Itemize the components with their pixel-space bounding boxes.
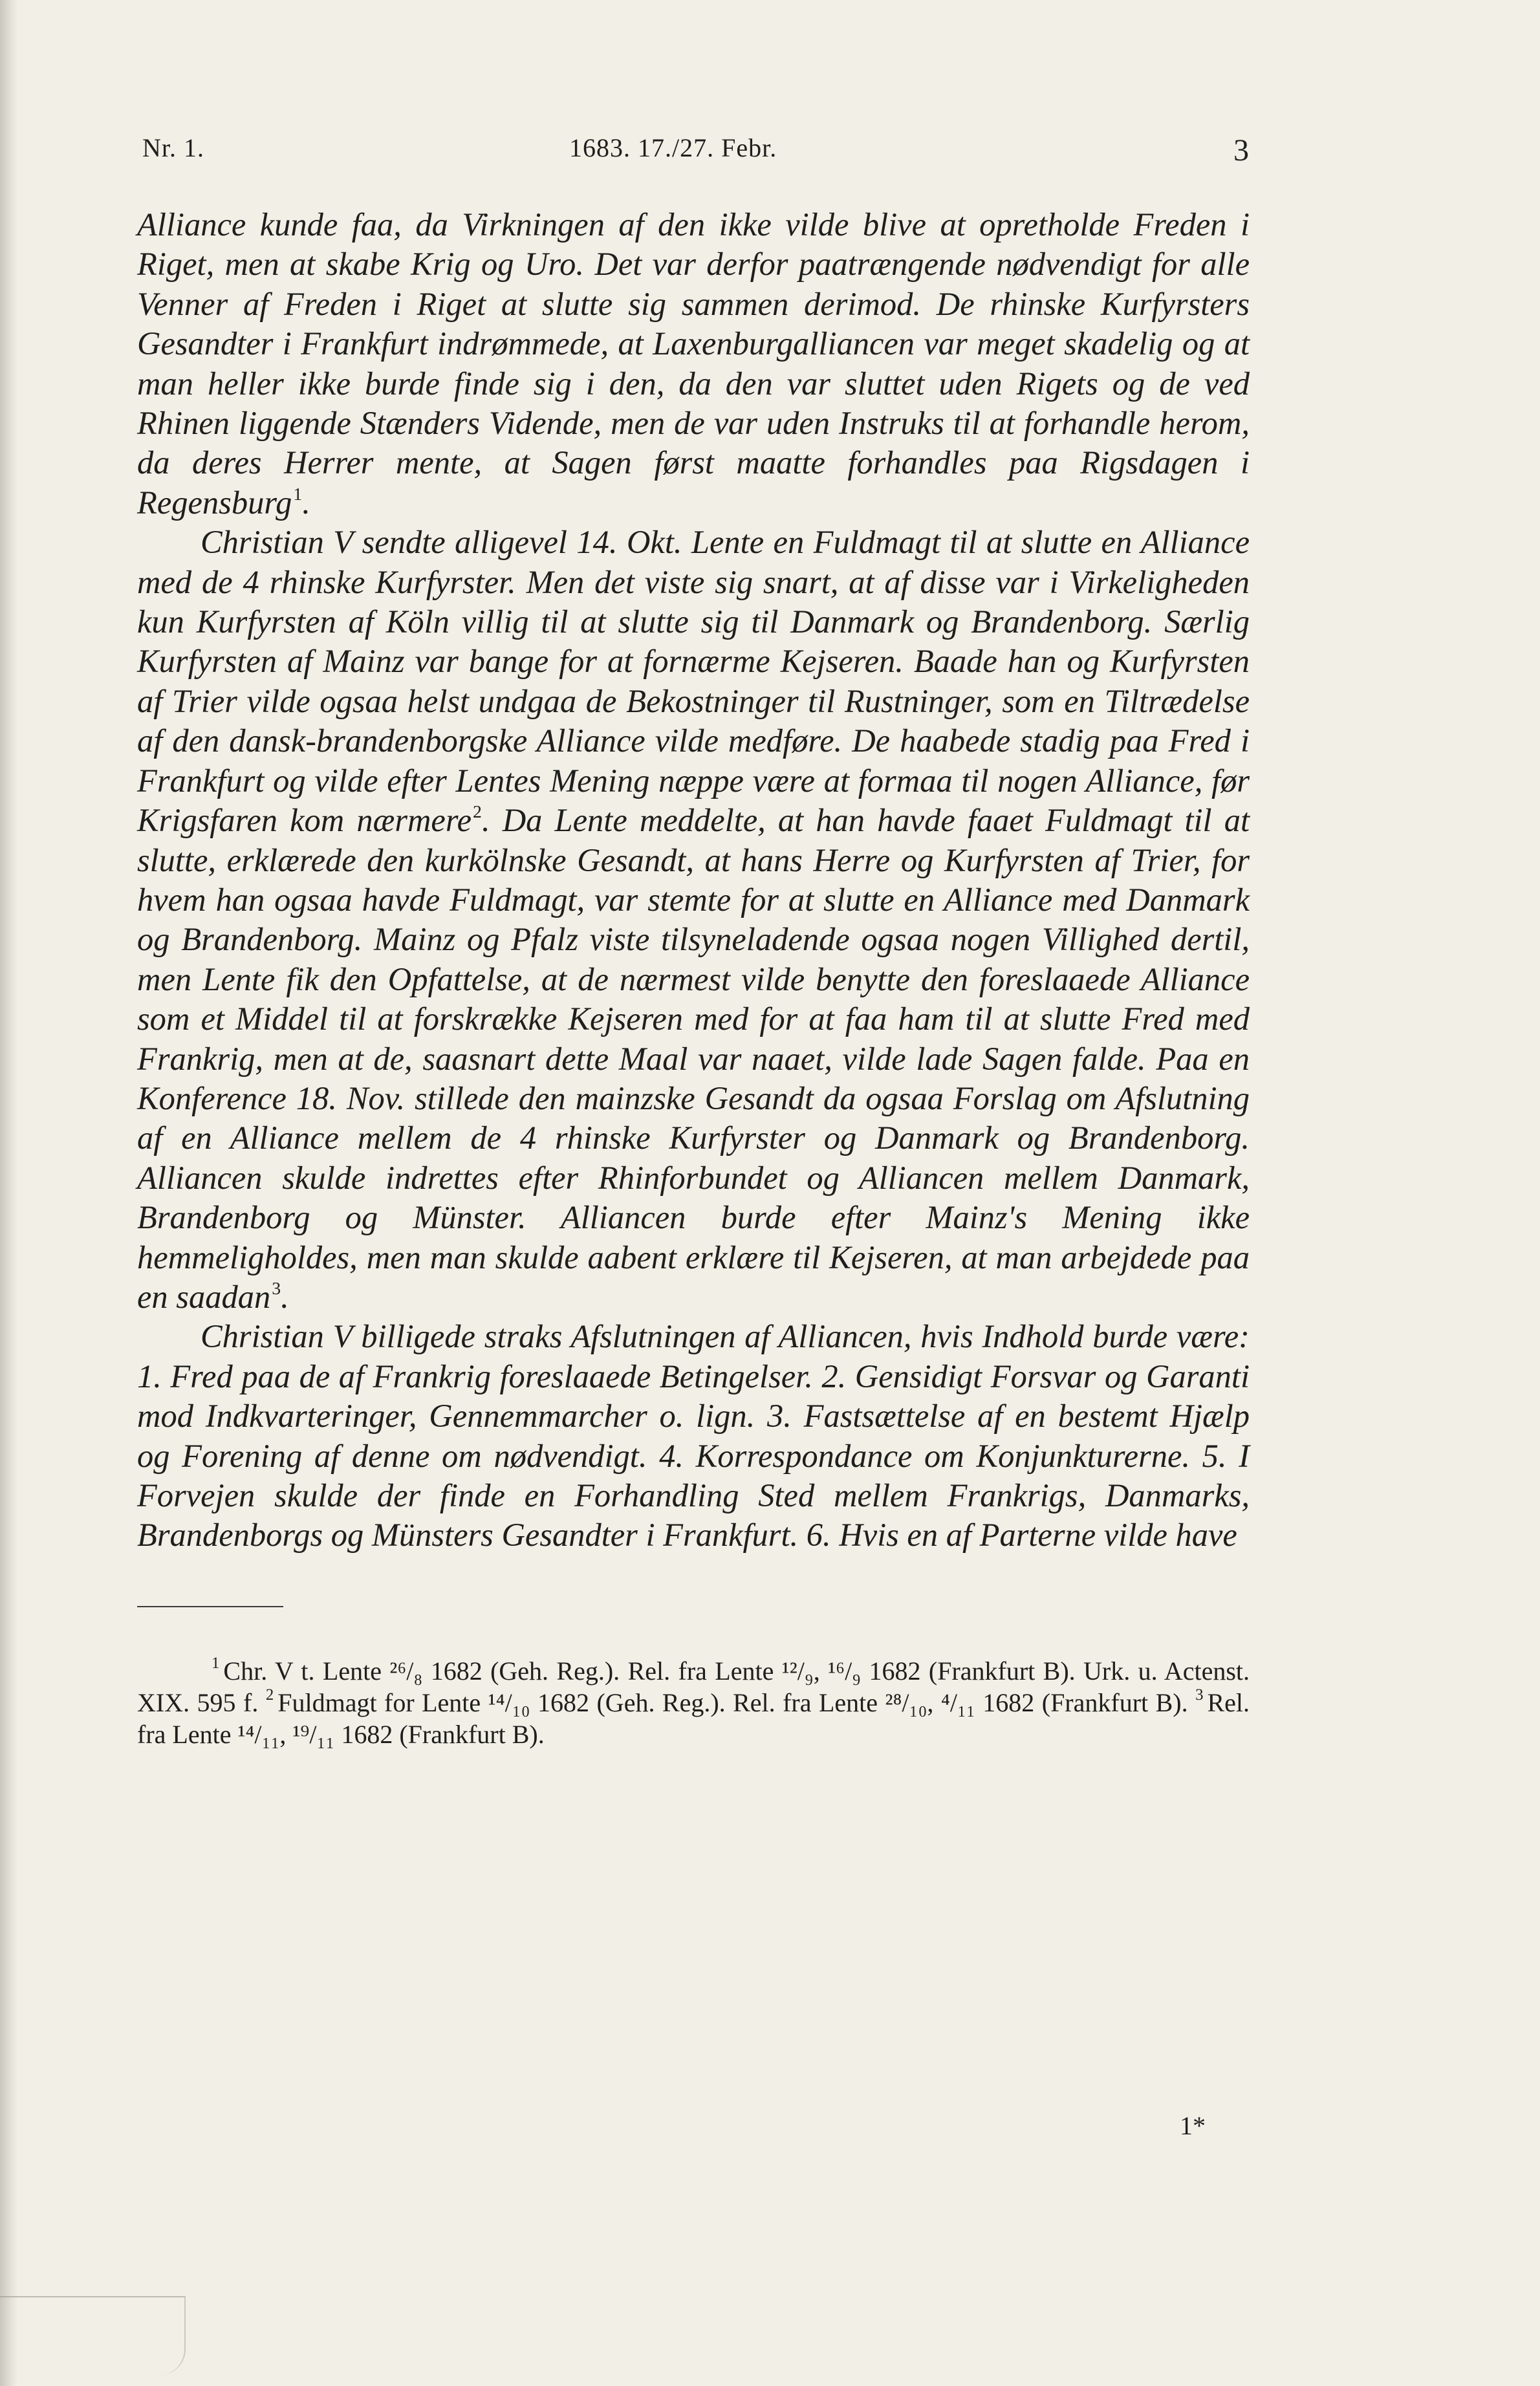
footnote-number-1: 1 <box>211 1654 220 1673</box>
paragraph-2-end: . <box>281 1278 289 1315</box>
issue-number: Nr. 1. <box>142 133 204 162</box>
footnote-number-2: 2 <box>265 1686 274 1704</box>
signature-mark: 1* <box>1180 2111 1206 2140</box>
footnote-divider <box>137 1606 283 1607</box>
footnote-2: Fuldmagt for Lente ¹⁴/₁₀ 1682 (Geh. Reg.). Rel. fra Lente ²⁸/₁₀, ⁴/₁₁ 1682 (Frankfurt B). <box>277 1687 1188 1717</box>
header-date: 1683. 17./27. Febr. <box>569 133 777 162</box>
footnotes <box>137 1655 1250 1750</box>
body-text <box>137 205 1250 1556</box>
paragraph-1-end: . <box>302 484 310 521</box>
paragraph-1-text: Alliance kunde faa, da Virkningen af den ikke vilde blive at opretholde Freden i Riget, men at skabe Krig og Uro. Det var derfor paatrængende nødvendigt for alle Venner af Freden i Riget at slutte sig sammen derimod. De rhinske Kurfyrsters Gesandter i Frankfurt indrømmede, at Laxenburgalliancen var meget skadelig og at man heller ikke burde finde sig i den, da den var sluttet uden Rigets og de ved Rhinen liggende Stænders Vidende, men de var uden Instruks til at forhandle herom, da deres Herrer mente, at Sagen først maatte forhandles paa Rigsdagen i Regensburg <box>137 206 1250 521</box>
footnote-ref-3: 3 <box>272 1279 281 1299</box>
footnote-number-3: 3 <box>1195 1686 1204 1704</box>
footnote-ref-1: 1 <box>293 484 303 505</box>
footnote-1: Chr. V t. Lente ²⁶/₈ 1682 (Geh. Reg.). Rel. fra Lente ¹²/₉, ¹⁶/₉ 1682 (Frankfurt B). Urk. u. Actenst. XIX. 595 f. <box>137 1656 1250 1717</box>
page-corner-fold <box>0 2296 186 2375</box>
paragraph-2-text-a: Christian V sendte alligevel 14. Okt. Lente en Fuldmagt til at slutte en Alliance med de 4 rhinske Kurfyrster. Men det viste sig snart, at af disse var i Virkeligheden kun Kurfyrsten af Köln villig til at slutte sig til Danmark og Brandenborg. Særlig Kurfyrsten af Mainz var bange for at fornærme Kejseren. Baade han og Kurfyrsten af Trier vilde ogsaa helst undgaa de Bekostninger til Rustninger, som en Tiltrædelse af den dansk-brandenborgske Alliance vilde medføre. De haabede stadig paa Fred i Frankfurt og vilde efter Lentes Mening næppe være at formaa til nogen Alliance, før Krigsfaren kom nærmere <box>137 524 1250 839</box>
footnote-ref-2: 2 <box>473 802 482 823</box>
paragraph-1 <box>137 205 1250 523</box>
document-page <box>137 133 1250 2140</box>
running-head <box>137 133 1250 171</box>
paragraph-3-text: Christian V billigede straks Afslutningen af Alliancen, hvis Indhold burde være: 1. Fred paa de af Frankrig foreslaaede Betingelser. 2. Gensidigt Forsvar og Garanti mod Indkvarteringer, Gennemmarcher o. lign. 3. Fastsættelse af en bestemt Hjælp og Forening af denne om nødvendigt. 4. Korrespondance om Konjunkturerne. 5. I Forvejen skulde der finde en Forhandling Sted mellem Frankrigs, Danmarks, Brandenborgs og Münsters Gesandter i Frankfurt. 6. Hvis en af Parterne vilde have <box>137 1318 1250 1554</box>
paragraph-2 <box>137 523 1250 1317</box>
page-number: 3 <box>1233 133 1250 168</box>
paragraph-3 <box>137 1317 1250 1555</box>
footnote-3: Rel. fra Lente ¹⁴/₁₁, ¹⁹/₁₁ 1682 (Frankfurt B). <box>137 1687 1250 1749</box>
paragraph-2-text-b: . Da Lente meddelte, at han havde faaet Fuldmagt til at slutte, erklærede den kurkölnske Gesandt, at hans Herre og Kurfyrsten af Trier, for hvem han ogsaa havde Fuldmagt, var stemte for at slutte en Alliance med Danmark og Brandenborg. Mainz og Pfalz viste tilsyneladende ogsaa nogen Villighed dertil, men Lente fik den Opfattelse, at de nærmest vilde benytte den foreslaaede Alliance som et Middel til at forskrække Kejseren med for at faa ham til at slutte Fred med Frankrig, men at de, saasnart dette Maal var naaet, vilde lade Sagen falde. Paa en Konference 18. Nov. stillede den mainzske Gesandt da ogsaa Forslag om Afslutning af en Alliance mellem de 4 rhinske Kurfyrster og Danmark og Brandenborg. Alliancen skulde indrettes efter Rhinforbundet og Alliancen mellem Danmark, Brandenborg og Münster. Alliancen burde efter Mainz's Mening ikke hemmeligholdes, men man skulde aabent erklære til Kejseren, at man arbejdede paa en saadan <box>137 802 1250 1315</box>
page-binding-edge <box>0 0 18 2386</box>
